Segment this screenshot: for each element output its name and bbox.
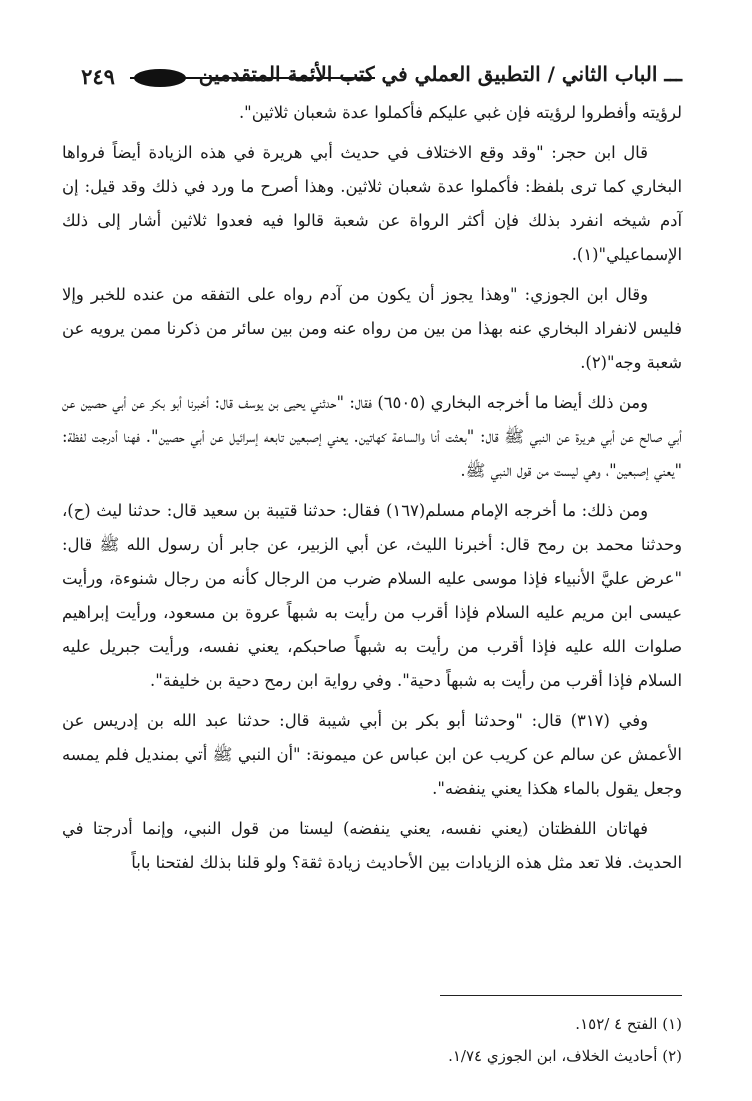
paragraph: وقال ابن الجوزي: "وهذا يجوز أن يكون من آدم رواه على التفقه من عنده للخبر وإلا فليس لانفراد البخاري عنه بهذا من بين من رواه عنه ومن بين سائر من ذكرنا ممن يرويه عن شعبة وجه"(٢). xyxy=(62,285,682,372)
paragraph: ومن ذلك أيضا ما أخرجه البخاري (٦٥٠٥) فقال: "حدثني يحيى بن يوسف قال: أخبرنا أبو بكر عن أبي حصين عن أبي صالح عن أبي هريرة عن النبي ﷺ قال: "بعثت أنا والساعة كهاتين. يعني إصبعين تابعه إسرائيل عن أبي حصين". فهنا أدرجت لفظة: "يعني إصبعين"، وهي ليست من قول النبي ﷺ. xyxy=(62,393,682,480)
main-text xyxy=(62,96,682,886)
page-number: ٢٤٩ xyxy=(81,64,115,89)
footnote-separator xyxy=(440,995,682,996)
paragraph: لرؤيته وأفطروا لرؤيته فإن غبي عليكم فأكملوا عدة شعبان ثلاثين". xyxy=(238,103,682,122)
footnote: (٢) أحاديث الخلاف، ابن الجوزي ١/٧٤. xyxy=(448,1047,682,1065)
paragraph: فهاتان اللفظتان (يعني نفسه، يعني ينفضه) ليستا من قول النبي، وإنما أدرجتا في الحديث. فلا تعد مثل هذه الزيادات بين الأحاديث زيادة ثقة؟ ولو قلنا بذلك لفتحنا باباً xyxy=(62,819,682,872)
running-header xyxy=(62,58,682,92)
paragraph: ومن ذلك: ما أخرجه الإمام مسلم(١٦٧) فقال: حدثنا قتيبة بن سعيد قال: حدثنا ليث (ح)، وحدثنا محمد بن رمح قال: أخبرنا الليث، عن أبي الزبير، عن جابر أن رسول الله ﷺ قال: "عرض عليَّ الأنبياء فإذا موسى عليه السلام ضرب من الرجال كأنه من رجال شنوءة، ورأيت عيسى ابن مريم عليه السلام فإذا أقرب من رأيت به شبهاً عروة بن مسعود، ورأيت إبراهيم صلوات الله عليه فإذا أقرب من رأيت به شبهاً صاحبكم، يعني نفسه، ورأيت جبريل عليه السلام فإذا أقرب من رأيت به شبهاً دحية". وفي رواية ابن رمح دحية بن خليفة". xyxy=(62,501,682,690)
footnotes xyxy=(62,1008,682,1072)
paragraph: وفي (٣١٧) قال: "وحدثنا أبو بكر بن أبي شيبة قال: حدثنا عبد الله بن إدريس عن الأعمش عن سالم عن كريب عن ابن عباس عن ميمونة: "أن النبي ﷺ أتي بمنديل فلم يمسه وجعل يقول بالماء هكذا يعني ينفضه". xyxy=(62,711,682,798)
paragraph: قال ابن حجر: "وقد وقع الاختلاف في حديث أبي هريرة في هذه الزيادة أيضاً فرواها البخاري كما ترى بلفظ: فأكملوا عدة شعبان ثلاثين. وهذا أصرح ما ورد في ذلك وقد قيل: إن آدم شيخه انفرد بذلك فإن أكثر الرواة عن شعبة قالوا فيه فعدوا ثلاثين أشار إلى ذلك الإسماعيلي"(١). xyxy=(62,143,682,264)
footnote: (١) الفتح ٤ /١٥٢. xyxy=(575,1015,682,1033)
header-title: ـــ الباب الثاني / التطبيق العملي في كتب الأئمة المتقدمين xyxy=(198,62,682,86)
